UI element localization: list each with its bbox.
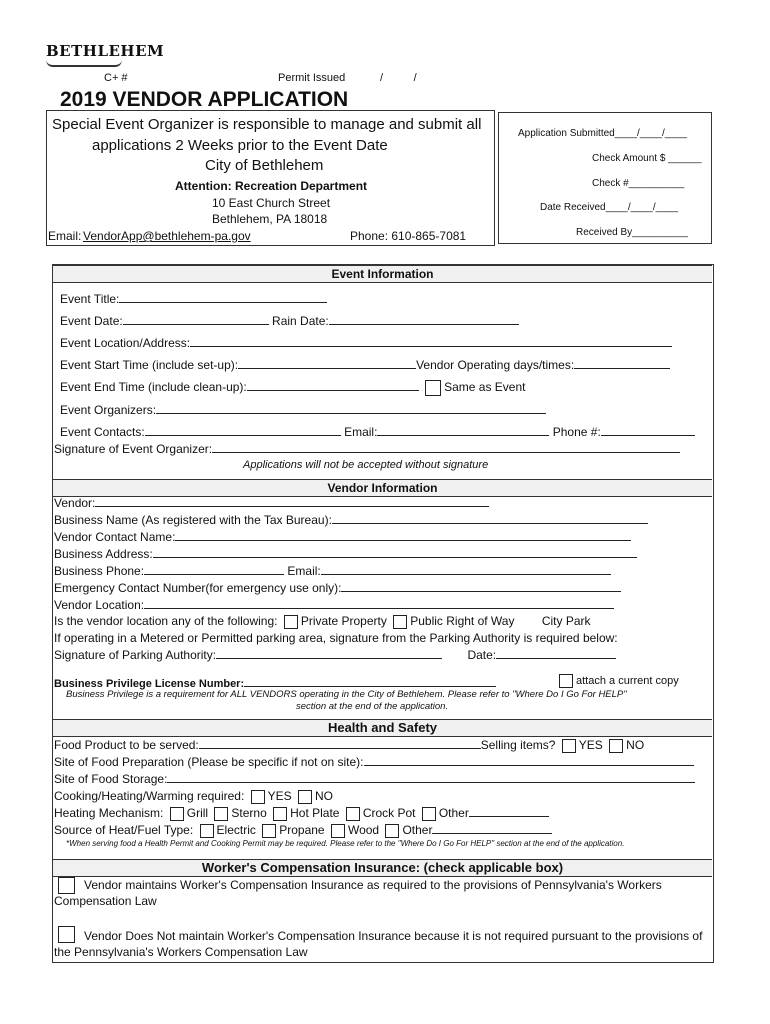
organizer-notice-line2: applications 2 Weeks prior to the Event Date — [92, 137, 388, 154]
private-property-label: Private Property — [300, 614, 387, 628]
cooking-yes-checkbox[interactable] — [251, 790, 265, 804]
license-number-field[interactable] — [244, 676, 496, 687]
logo-wave — [46, 60, 122, 67]
event-contacts-row — [60, 425, 695, 439]
organizer-street: 10 East Church Street — [212, 196, 331, 210]
business-address-row — [54, 547, 637, 561]
public-right-of-way-checkbox[interactable] — [393, 615, 407, 629]
site-storage-field[interactable] — [167, 772, 695, 783]
parking-signature-field[interactable] — [216, 648, 442, 659]
wood-label: Wood — [347, 823, 380, 837]
event-start-label: Event Start Time (include set-up): — [60, 358, 239, 372]
control-number-label: C+ # — [104, 72, 128, 84]
emergency-contact-row — [54, 581, 621, 595]
propane-label: Propane — [279, 823, 325, 837]
organizer-email-link[interactable]: VendorApp@bethlehem-pa.gov — [83, 229, 251, 243]
event-organizers-row — [60, 403, 546, 417]
health-section-heading: Health and Safety — [53, 719, 712, 737]
organizer-phone: Phone: 610-865-7081 — [350, 229, 467, 243]
business-name-label: Business Name (As registered with the Tax Bureau): — [54, 513, 332, 527]
crock-pot-label: Crock Pot — [362, 806, 416, 820]
event-start-field[interactable] — [238, 358, 416, 369]
location-type-row — [54, 614, 591, 629]
parking-date-label: Date: — [467, 648, 497, 662]
food-product-label: Food Product to be served: — [54, 738, 199, 752]
city-park-label: City Park — [541, 614, 591, 628]
fuel-other-field[interactable] — [432, 823, 552, 834]
event-phone-label: Phone #: — [552, 425, 601, 439]
grill-label: Grill — [186, 806, 209, 820]
same-as-event-label: Same as Event — [444, 380, 526, 395]
vendor-label: Vendor: — [54, 496, 96, 510]
parking-signature-row — [54, 648, 616, 662]
event-section-heading: Event Information — [53, 265, 712, 283]
event-date-label: Event Date: — [60, 314, 123, 328]
fuel-type-row — [54, 823, 552, 838]
heating-mechanism-label: Heating Mechanism: — [54, 806, 164, 820]
heating-other-label: Other — [438, 806, 469, 820]
site-storage-row — [54, 772, 695, 786]
event-title-field[interactable] — [119, 292, 327, 303]
event-date-field[interactable] — [123, 314, 269, 325]
vendor-contact-label: Vendor Contact Name: — [54, 530, 176, 544]
metered-parking-note: If operating in a Metered or Permitted parking area, signature from the Parking Authority is required below: — [54, 631, 618, 645]
grill-checkbox[interactable] — [170, 807, 184, 821]
vendor-location-label: Vendor Location: — [54, 598, 145, 612]
cooking-no-checkbox[interactable] — [298, 790, 312, 804]
vendor-location-row — [54, 598, 614, 612]
hot-plate-checkbox[interactable] — [273, 807, 287, 821]
vendor-location-field[interactable] — [144, 598, 614, 609]
site-storage-label: Site of Food Storage: — [54, 772, 168, 786]
electric-checkbox[interactable] — [200, 824, 214, 838]
event-start-row — [60, 358, 670, 372]
organizer-email-label: Email: — [48, 229, 82, 243]
crock-pot-checkbox[interactable] — [346, 807, 360, 821]
private-property-checkbox[interactable] — [284, 615, 298, 629]
food-product-row — [54, 738, 644, 753]
selling-no-label: NO — [626, 738, 645, 752]
event-phone-field[interactable] — [601, 425, 695, 436]
business-email-label: Email: — [287, 564, 321, 578]
organizer-signature-label: Signature of Event Organizer: — [54, 442, 213, 456]
heating-other-field[interactable] — [469, 806, 549, 817]
attach-copy-label: attach a current copy — [576, 674, 679, 687]
received-by: Received By__________ — [576, 227, 688, 238]
food-product-field[interactable] — [199, 738, 481, 749]
event-end-label: Event End Time (include clean-up): — [60, 380, 247, 395]
event-location-label: Event Location/Address: — [60, 336, 191, 350]
vendor-operating-label: Vendor Operating days/times: — [416, 358, 575, 372]
event-email-field[interactable] — [377, 425, 549, 436]
business-phone-field[interactable] — [144, 564, 284, 575]
site-prep-label: Site of Food Preparation (Please be specific if not on site): — [54, 755, 364, 769]
vendor-contact-field[interactable] — [175, 530, 631, 541]
propane-checkbox[interactable] — [262, 824, 276, 838]
no-insurance-line2: the Pennsylvania's Workers Compensation Law — [54, 945, 308, 959]
wood-checkbox[interactable] — [331, 824, 345, 838]
workers-comp-heading: Worker's Compensation Insurance: (check applicable box) — [53, 859, 712, 877]
maintains-insurance-line2: Compensation Law — [54, 894, 157, 908]
rain-date-field[interactable] — [329, 314, 519, 325]
attach-copy-checkbox[interactable] — [559, 674, 573, 688]
hot-plate-label: Hot Plate — [290, 806, 340, 820]
organizer-attention: Attention: Recreation Department — [175, 179, 368, 193]
organizer-city-state: Bethlehem, PA 18018 — [212, 212, 328, 226]
cooking-row — [54, 789, 333, 804]
electric-label: Electric — [216, 823, 256, 837]
license-note-line2: section at the end of the application. — [296, 701, 449, 712]
permit-issued-label: Permit Issued — [278, 72, 346, 84]
heating-mechanism-row — [54, 806, 549, 821]
organizer-notice-line1: Special Event Organizer is responsible to manage and submit all — [52, 116, 482, 133]
organizer-city: City of Bethlehem — [205, 157, 324, 174]
fuel-other-label: Other — [402, 823, 433, 837]
selling-yes-label: YES — [578, 738, 603, 752]
maintains-insurance-line1: Vendor maintains Worker's Compensation Insurance as required to the provisions of Pennsylvania's Workers — [84, 878, 662, 892]
attach-copy-row — [556, 674, 679, 688]
health-permit-note: *When serving food a Health Permit and Cooking Permit may be required. Please refer to the "Where Do I Go For HELP" section at the end of the application. — [66, 839, 625, 848]
vendor-field[interactable] — [95, 496, 489, 507]
event-contacts-field[interactable] — [145, 425, 341, 436]
cooking-label: Cooking/Heating/Warming required: — [54, 789, 245, 803]
city-logo: BETHLEHEM — [46, 42, 165, 60]
site-prep-field[interactable] — [364, 755, 694, 766]
event-location-field[interactable] — [190, 336, 672, 347]
event-title-label: Event Title: — [60, 292, 120, 306]
selling-items-label: Selling items? — [480, 738, 556, 752]
sterno-checkbox[interactable] — [214, 807, 228, 821]
cooking-no-label: NO — [315, 789, 334, 803]
license-number-label: Business Privilege License Number: — [54, 678, 245, 690]
sterno-label: Sterno — [231, 806, 267, 820]
business-phone-row — [54, 564, 611, 578]
location-type-question: Is the vendor location any of the following: — [54, 614, 278, 628]
rain-date-label: Rain Date: — [272, 314, 329, 328]
business-name-field[interactable] — [332, 513, 648, 524]
business-email-field[interactable] — [321, 564, 611, 575]
event-organizers-field[interactable] — [156, 403, 546, 414]
selling-no-checkbox[interactable] — [609, 739, 623, 753]
application-submitted: Application Submitted____/____/____ — [518, 128, 688, 139]
date-received: Date Received____/____/____ — [540, 202, 678, 213]
maintains-insurance-checkbox[interactable] — [58, 877, 75, 894]
event-location-row — [60, 336, 672, 350]
vendor-operating-field[interactable] — [574, 358, 670, 369]
emergency-contact-field[interactable] — [341, 581, 621, 592]
same-as-event-checkbox[interactable] — [425, 380, 441, 396]
event-end-row — [60, 380, 525, 396]
event-email-label: Email: — [344, 425, 378, 439]
site-prep-row — [54, 755, 694, 769]
cooking-yes-label: YES — [267, 789, 292, 803]
parking-date-field[interactable] — [496, 648, 616, 659]
fuel-other-checkbox[interactable] — [385, 824, 399, 838]
heating-other-checkbox[interactable] — [422, 807, 436, 821]
business-address-field[interactable] — [153, 547, 637, 558]
business-name-row — [54, 513, 648, 527]
check-amount: Check Amount $ ______ — [592, 153, 702, 164]
business-phone-label: Business Phone: — [54, 564, 145, 578]
no-insurance-checkbox[interactable] — [58, 926, 75, 943]
emergency-contact-label: Emergency Contact Number(for emergency use only): — [54, 581, 342, 595]
no-insurance-line1: Vendor Does Not maintain Worker's Compensation Insurance because it is not required pursuant to the provisions of — [84, 929, 703, 943]
event-title-row — [60, 292, 327, 306]
check-number: Check #__________ — [592, 178, 685, 189]
license-number-row — [54, 676, 496, 690]
page-title: 2019 VENDOR APPLICATION — [60, 88, 349, 111]
fuel-type-label: Source of Heat/Fuel Type: — [54, 823, 194, 837]
parking-signature-label: Signature of Parking Authority: — [54, 648, 217, 662]
permit-date-slashes: / / — [380, 72, 417, 84]
public-right-of-way-label: Public Right of Way — [410, 614, 515, 628]
vendor-section-heading: Vendor Information — [53, 479, 712, 497]
license-note-line1: Business Privilege is a requirement for ALL VENDORS operating in the City of Bethlehem. Please refer to "Where Do I Go For HELP" — [66, 689, 627, 700]
event-end-field[interactable] — [247, 380, 419, 391]
vendor-row — [54, 496, 489, 510]
signature-note: Applications will not be accepted without signature — [243, 459, 489, 471]
selling-yes-checkbox[interactable] — [562, 739, 576, 753]
event-contacts-label: Event Contacts: — [60, 425, 145, 439]
organizer-signature-row — [54, 442, 680, 456]
business-address-label: Business Address: — [54, 547, 153, 561]
event-date-row — [60, 314, 519, 328]
event-organizers-label: Event Organizers: — [60, 403, 157, 417]
organizer-signature-field[interactable] — [212, 442, 680, 453]
vendor-contact-row — [54, 530, 631, 544]
